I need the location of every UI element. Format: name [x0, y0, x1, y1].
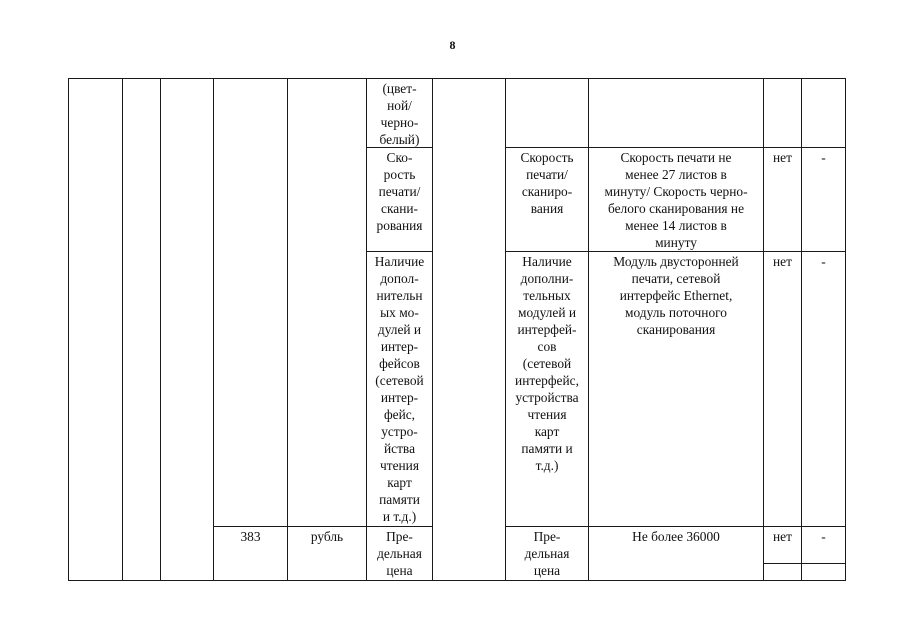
text-line: цена [533, 563, 561, 578]
text-line: дулей и [377, 322, 422, 337]
row-divider-modules-right [505, 251, 846, 252]
note-print-speed: - [821, 150, 826, 165]
page-number: 8 [449, 38, 456, 52]
text-line: черно- [380, 115, 419, 130]
value-max-price [589, 528, 763, 545]
text-line: и т.д.) [382, 509, 417, 524]
name-modules [506, 253, 588, 474]
name-max-price [506, 528, 588, 579]
text-line: сканиро- [521, 184, 573, 199]
text-line: интерфей- [517, 322, 577, 337]
characteristic-max-price [367, 528, 432, 579]
text-line: тельных [523, 288, 571, 303]
text-line: устро- [381, 424, 418, 439]
text-line: фейсов [379, 356, 420, 371]
text-line: чтения [527, 407, 567, 422]
text-line: Наличие [522, 254, 572, 269]
text-line: печати/ [526, 167, 568, 182]
col-border-2 [160, 78, 161, 581]
col-border-0 [68, 78, 69, 581]
text-line: устройства [515, 390, 579, 405]
text-line: минуту [655, 235, 697, 250]
text-line: печати/ [378, 184, 421, 199]
text-line: допол- [380, 271, 419, 286]
text-line: белого сканирования не [607, 201, 745, 216]
text-line: чтения [379, 458, 420, 473]
flag-max-price: нет [773, 529, 792, 544]
col-border-3 [213, 78, 214, 581]
text-line: (сетевой [375, 373, 424, 388]
unit-price: рубль [310, 529, 344, 544]
text-line: дельная [524, 546, 570, 561]
text-line: цена [386, 563, 413, 578]
text-line: интер- [380, 390, 419, 405]
text-line: модулей и [517, 305, 576, 320]
value-print-speed [589, 149, 763, 251]
text-line: памяти [379, 492, 420, 507]
text-line: ной/ [387, 98, 412, 113]
text-line: скани- [381, 201, 418, 216]
text-line: печати, сетевой [631, 271, 721, 286]
flag-print-speed: нет [773, 150, 792, 165]
note-modules: - [821, 254, 826, 269]
text-line: фейс, [383, 407, 416, 422]
table-top-border [68, 78, 846, 79]
row-divider-price [213, 526, 432, 527]
text-line: ых мо- [380, 305, 419, 320]
text-line: дельная [377, 546, 422, 561]
text-line: йства [383, 441, 416, 456]
text-line: белый) [379, 132, 420, 147]
text-line: интерфейс, [515, 373, 579, 388]
characteristic-modules [367, 253, 432, 525]
text-line: карт [387, 475, 412, 490]
text-line: Модуль двусторонней [613, 254, 739, 269]
text-line: памяти и [521, 441, 573, 456]
text-line: минуту/ Скорость черно- [604, 184, 748, 199]
text-line: модуль поточного [625, 305, 727, 320]
text-line: Пре- [386, 529, 413, 544]
text-line: (сетевой [522, 356, 572, 371]
text-line: Скорость печати не [620, 150, 732, 165]
col-border-6 [432, 78, 433, 581]
text-line: Ско- [386, 150, 413, 165]
value-modules [589, 253, 763, 338]
text-line: менее 14 листов в [625, 218, 727, 233]
col-border-11 [845, 78, 846, 581]
name-print-speed [506, 149, 588, 217]
text-line: интер- [380, 339, 419, 354]
text-line: т.д.) [535, 458, 559, 473]
note-max-price: - [821, 529, 826, 544]
row-divider-modules [366, 251, 432, 252]
text-line: сов [537, 339, 557, 354]
table-bottom-border [68, 580, 846, 581]
row-divider-price-extra [763, 563, 846, 564]
okei-code-price: 383 [240, 529, 261, 544]
flag-modules: нет [773, 254, 792, 269]
characteristic-color-mode [367, 80, 432, 148]
text-line: карт [534, 424, 560, 439]
text-line: рость [383, 167, 416, 182]
row-divider-price-right [505, 526, 846, 527]
characteristic-print-speed [367, 149, 432, 234]
text-line: сканирования [636, 322, 716, 337]
text-line: менее 27 листов в [625, 167, 727, 182]
text-line: нительн [376, 288, 423, 303]
text-line: интерфейс Ethernet, [619, 288, 733, 303]
text-line: Пре- [533, 529, 561, 544]
col-border-4 [287, 78, 288, 581]
row-divider-speed-right [505, 147, 846, 148]
text-line: Наличие [374, 254, 425, 269]
text-line: (цвет- [382, 81, 417, 96]
text-line: вания [530, 201, 564, 216]
text-line: рования [376, 218, 423, 233]
text-line: Скорость [520, 150, 574, 165]
col-border-1 [122, 78, 123, 581]
text-line: Не более 36000 [632, 529, 720, 544]
text-line: дополни- [520, 271, 574, 286]
